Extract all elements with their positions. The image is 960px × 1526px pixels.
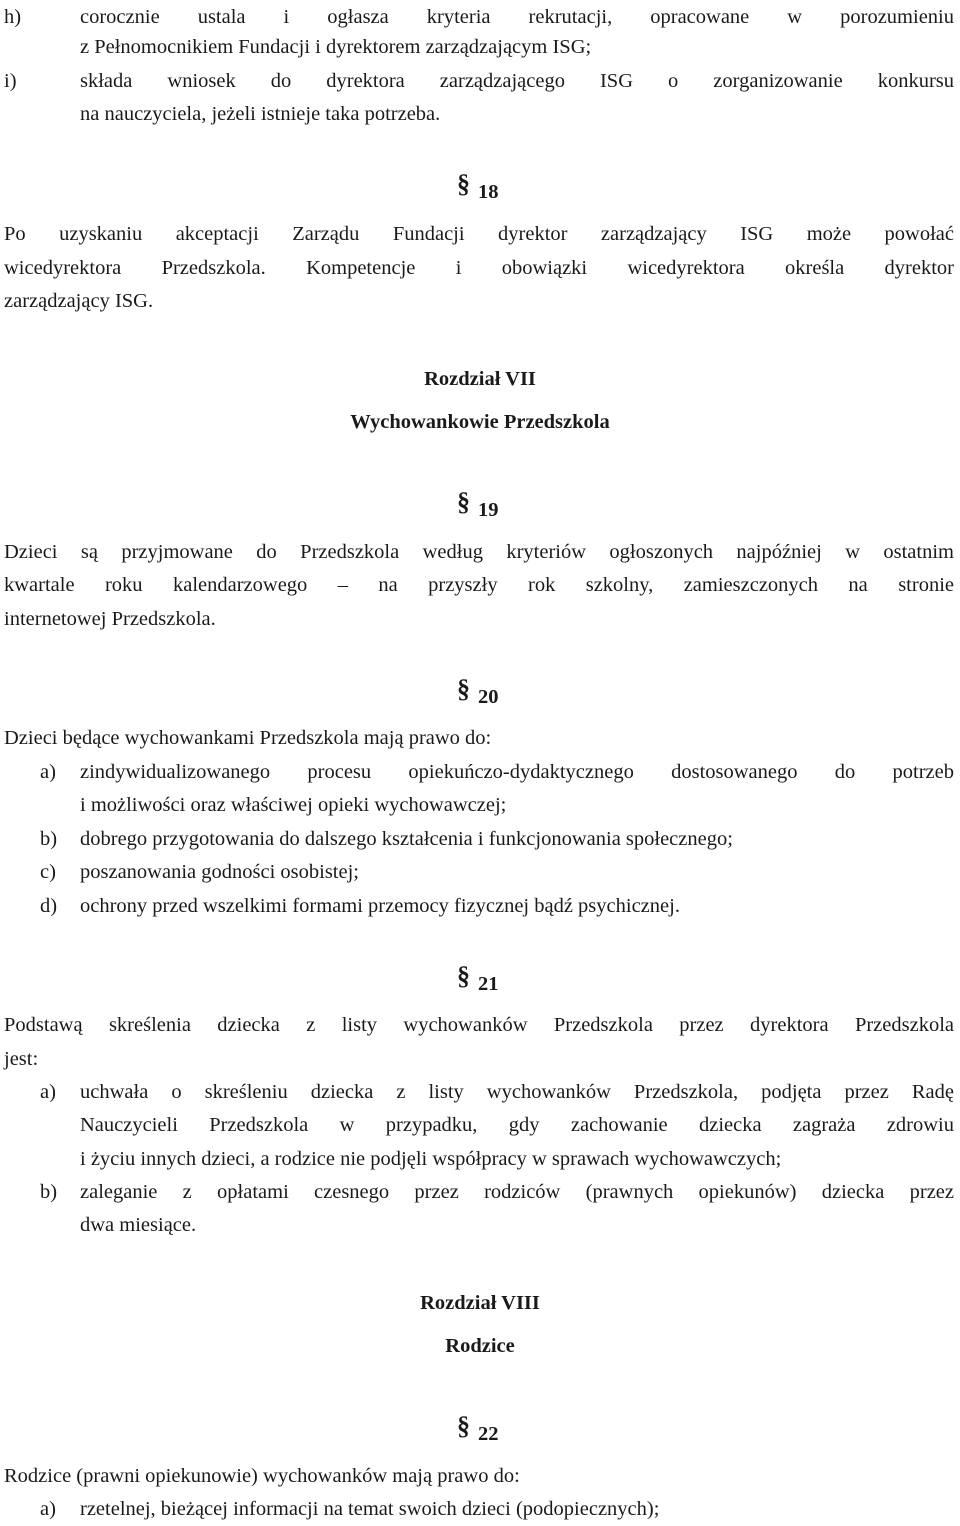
section-heading-19 <box>457 488 499 528</box>
list-item-text-line: składa wniosek do dyrektora zarządzającego ISG o zorganizowanie konkursu <box>80 70 954 92</box>
list-item-text-line: zaleganie z opłatami czesnego przez rodziców (prawnych opiekunów) dziecka przez <box>80 1181 954 1203</box>
list-item-text-line: dobrego przygotowania do dalszego kształcenia i funkcjonowania społecznego; <box>80 828 733 850</box>
section-sign: § <box>457 1411 470 1440</box>
list-marker: b) <box>40 828 58 850</box>
list-item-text-line: Nauczycieli Przedszkola w przypadku, gdy zachowanie dziecka zagraża zdrowiu <box>80 1114 954 1136</box>
list-marker: c) <box>40 861 56 883</box>
section-heading-21 <box>457 962 499 1002</box>
paragraph-line: kwartale roku kalendarzowego – na przyszły rok szkolny, zamieszczonych na stronie <box>4 574 954 596</box>
list-item-text-line: corocznie ustala i ogłasza kryteria rekrutacji, opracowane w porozumieniu <box>80 6 954 28</box>
section-sign: § <box>457 487 470 516</box>
section-sign: § <box>457 674 470 703</box>
list-item-text-line: rzetelnej, bieżącej informacji na temat swoich dzieci (podopiecznych); <box>80 1498 660 1520</box>
paragraph-line: internetowej Przedszkola. <box>4 608 216 630</box>
list-marker: b) <box>40 1181 58 1203</box>
paragraph-intro: Dzieci będące wychowankami Przedszkola mają prawo do: <box>4 727 492 749</box>
list-marker: a) <box>40 1498 56 1520</box>
list-item-text-line: z Pełnomocnikiem Fundacji i dyrektorem zarządzającym ISG; <box>80 36 592 58</box>
list-marker: a) <box>40 761 56 783</box>
section-number: 18 <box>478 181 499 203</box>
list-item-text-line: uchwała o skreśleniu dziecka z listy wychowanków Przedszkola, podjęta przez Radę <box>80 1081 954 1103</box>
list-marker: h) <box>4 6 22 28</box>
section-heading-20 <box>457 675 499 715</box>
section-number: 20 <box>478 686 499 708</box>
list-item-text-line: poszanowania godności osobistej; <box>80 861 359 883</box>
chapter-subtitle: Wychowankowie Przedszkola <box>350 411 610 433</box>
section-number: 21 <box>478 973 499 995</box>
paragraph-line: Po uzyskaniu akceptacji Zarządu Fundacji dyrektor zarządzający ISG może powołać <box>4 223 954 245</box>
section-heading-18 <box>457 170 499 210</box>
paragraph-intro: Rodzice (prawni opiekunowie) wychowanków mają prawo do: <box>4 1465 520 1487</box>
section-sign: § <box>457 169 470 198</box>
section-number: 19 <box>478 499 499 521</box>
chapter-subtitle: Rodzice <box>445 1335 515 1357</box>
section-number: 22 <box>478 1423 499 1445</box>
paragraph-line: jest: <box>4 1048 39 1070</box>
list-item-text-line: i możliwości oraz właściwej opieki wychowawczej; <box>80 794 507 816</box>
list-marker: a) <box>40 1081 56 1103</box>
list-item-text-line: i życiu innych dzieci, a rodzice nie podjęli współpracy w sprawach wychowawczych; <box>80 1148 782 1170</box>
list-item-text-line: zindywidualizowanego procesu opiekuńczo-dydaktycznego dostosowanego do potrzeb <box>80 761 954 783</box>
paragraph-line: Dzieci są przyjmowane do Przedszkola według kryteriów ogłoszonych najpóźniej w ostatnim <box>4 541 954 563</box>
section-heading-22 <box>457 1412 499 1452</box>
list-marker: i) <box>4 70 17 92</box>
paragraph-line: Podstawą skreślenia dziecka z listy wychowanków Przedszkola przez dyrektora Przedszkola <box>4 1014 954 1036</box>
paragraph-line: wicedyrektora Przedszkola. Kompetencje i obowiązki wicedyrektora określa dyrektor <box>4 257 954 279</box>
chapter-title: Rozdział VII <box>424 368 536 390</box>
list-marker: d) <box>40 895 58 917</box>
list-item-text-line: dwa miesiące. <box>80 1214 197 1236</box>
section-sign: § <box>457 961 470 990</box>
list-item-text-line: na nauczyciela, jeżeli istnieje taka potrzeba. <box>80 103 441 125</box>
paragraph-line: zarządzający ISG. <box>4 290 154 312</box>
chapter-title: Rozdział VIII <box>420 1292 540 1314</box>
list-item-text-line: ochrony przed wszelkimi formami przemocy fizycznej bądź psychicznej. <box>80 895 680 917</box>
